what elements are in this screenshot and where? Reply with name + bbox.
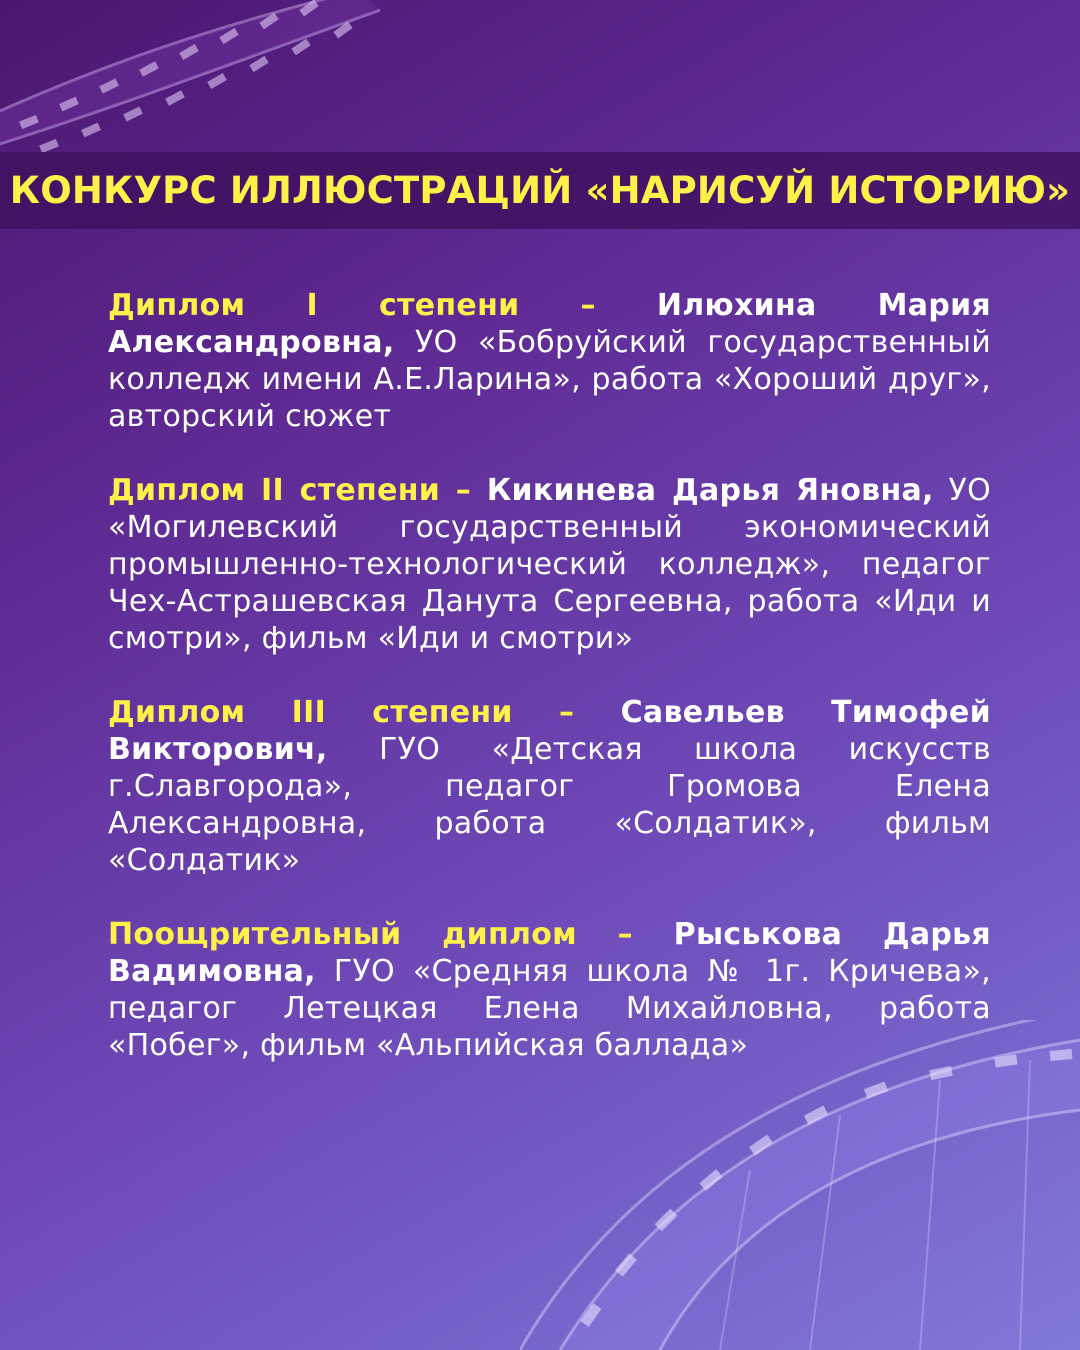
winner-entry-4 — [108, 916, 991, 1064]
winner-details: ГУО «Средняя школа № 1г. Кричева», педагог Летецкая Елена Михайловна, работа «Побег», фильм «Альпийская баллада» — [108, 954, 991, 1063]
winner-name: Кикинева Дарья Яновна, — [486, 473, 934, 508]
page-title: КОНКУРС ИЛЛЮСТРАЦИЙ «НАРИСУЙ ИСТОРИЮ» — [9, 169, 1071, 212]
winner-details: ГУО «Детская школа искусств г.Славгорода», педагог Громова Елена Александровна, работа «Солдатик», фильм «Солдатик» — [108, 732, 991, 878]
winner-details: УО «Бобруйский государственный колледж имени А.Е.Ларина», работа «Хороший друг», авторский сюжет — [108, 325, 991, 434]
award-label: Диплом III степени – — [108, 695, 621, 730]
winner-name: Илюхина Мария Александровна, — [108, 288, 991, 360]
title-banner — [0, 152, 1080, 229]
award-label: Поощрительный диплом – — [108, 917, 674, 952]
winner-entry-2 — [108, 472, 991, 657]
winner-details: УО «Могилевский государственный экономический промышленно-технологический колледж», педагог Чех-Астрашевская Данута Сергеевна, работа «Иди и смотри», фильм «Иди и смотри» — [108, 473, 991, 656]
winners-list — [108, 287, 991, 1101]
winner-name: Рыськова Дарья Вадимовна, — [108, 917, 991, 989]
award-label: Диплом II степени – — [108, 473, 487, 508]
winner-name: Савельев Тимофей Викторович, — [108, 695, 991, 767]
film-strip-top-icon — [0, 0, 380, 160]
award-label: Диплом I степени – — [108, 288, 657, 323]
winner-entry-1 — [108, 287, 991, 435]
winner-entry-3 — [108, 694, 991, 879]
